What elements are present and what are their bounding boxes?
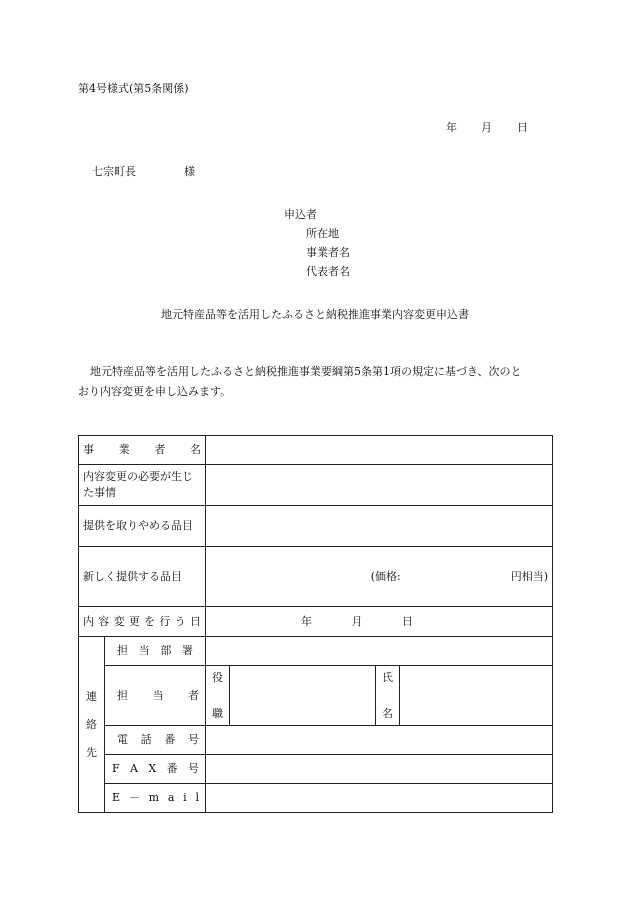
- body-line-1: 地元特産品等を活用したふるさと納税推進事業要綱第5条第1項の規定に基づき、次のと: [90, 365, 522, 378]
- dept-label: 担 当 部 署: [105, 637, 206, 666]
- reason-label: 内容変更の必要が生じた事情: [79, 465, 206, 506]
- email-label: E － m a i l: [105, 784, 206, 813]
- applicant-address-label: 所在地: [306, 227, 339, 240]
- fax-field[interactable]: [206, 755, 553, 784]
- date-day: 日: [517, 121, 528, 134]
- business-name-field[interactable]: [206, 436, 553, 465]
- form-number: 第4号様式(第5条関係): [78, 82, 189, 95]
- row-discontinue: [79, 506, 553, 547]
- phone-field[interactable]: [206, 726, 553, 755]
- change-date-day: 日: [402, 614, 413, 628]
- document-title: 地元特産品等を活用したふるさと納税推進事業内容変更申込書: [161, 308, 469, 321]
- discontinue-field[interactable]: [206, 506, 553, 547]
- row-change-date: [79, 607, 553, 637]
- addressee-suffix: 様: [184, 165, 195, 178]
- change-date-label: 内 容 変 更 を 行 う 日: [79, 607, 206, 637]
- applicant-label: 申込者: [284, 208, 317, 221]
- fax-label: F A X 番 号: [105, 755, 206, 784]
- name-field[interactable]: [400, 666, 553, 726]
- row-email: [79, 784, 553, 813]
- person-label: 担 当 者: [105, 666, 206, 726]
- row-fax: [79, 755, 553, 784]
- row-dept: [79, 637, 553, 666]
- dept-field[interactable]: [206, 637, 553, 666]
- date-year: 年: [446, 121, 457, 134]
- price-close-label: 円相当): [510, 569, 548, 583]
- body-line-2: おり内容変更を申し込みます。: [78, 385, 232, 398]
- row-phone: [79, 726, 553, 755]
- row-new-item: [79, 547, 553, 607]
- position-label: 役 職: [206, 666, 230, 726]
- new-item-label: 新しく提供する品目: [79, 547, 206, 607]
- addressee-name: 七宗町長: [92, 165, 136, 178]
- price-open-label: (価格:: [370, 569, 401, 583]
- row-business-name: [79, 436, 553, 465]
- row-reason: [79, 465, 553, 506]
- change-date-month: 月: [351, 614, 363, 628]
- business-name-label: 事 業 者 名: [79, 436, 206, 465]
- applicant-business-name-label: 事業者名: [306, 246, 350, 259]
- phone-label: 電 話 番 号: [105, 726, 206, 755]
- name-label: 氏 名: [376, 666, 400, 726]
- applicant-representative-label: 代表者名: [306, 265, 350, 278]
- position-field[interactable]: [230, 666, 376, 726]
- reason-field[interactable]: [206, 465, 553, 506]
- row-person: [79, 666, 553, 726]
- change-date-year: 年: [301, 614, 312, 628]
- change-date-field[interactable]: [206, 607, 553, 637]
- application-table: [78, 435, 553, 813]
- new-item-field[interactable]: [206, 547, 553, 607]
- email-field[interactable]: [206, 784, 553, 813]
- discontinue-label: 提供を取りやめる品目: [79, 506, 206, 547]
- contact-label: 連 絡 先: [79, 637, 105, 813]
- date-month: 月: [481, 121, 492, 134]
